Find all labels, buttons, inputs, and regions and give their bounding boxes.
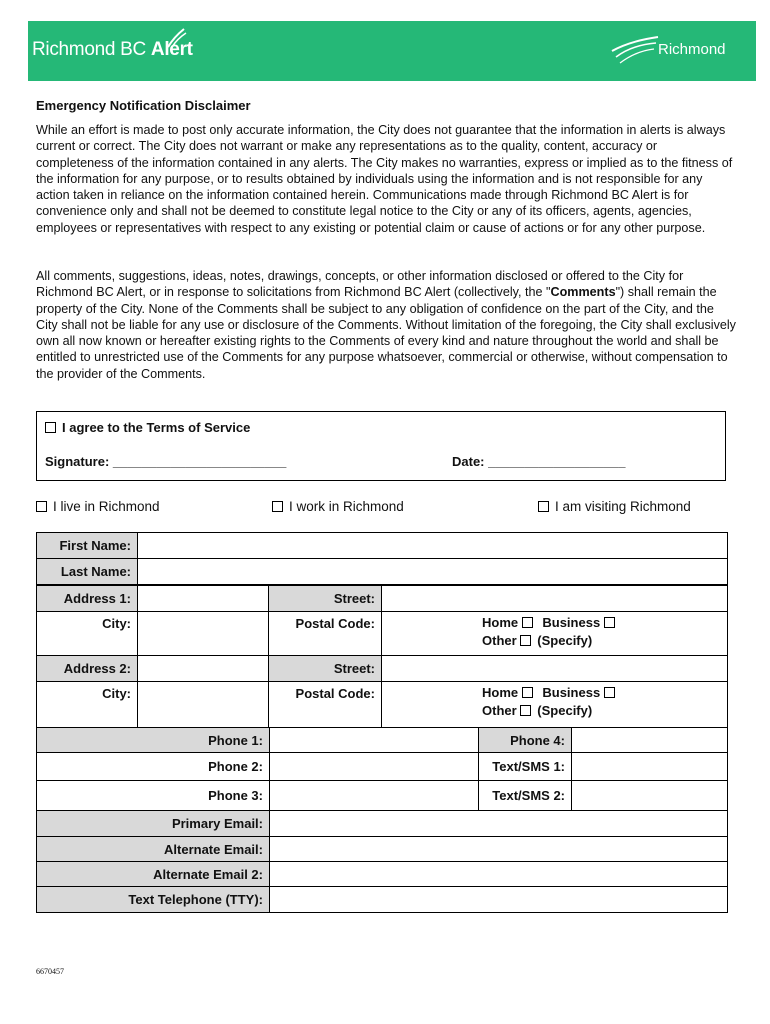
richmond-logo-text: Richmond [658, 41, 726, 58]
address2-input[interactable] [138, 656, 269, 682]
textsms1-input[interactable] [572, 753, 728, 781]
other1-label: Other [482, 633, 517, 648]
address1-input[interactable] [138, 586, 269, 612]
business1-label: Business [542, 615, 601, 630]
agree-terms-row [45, 420, 250, 435]
phone3-input[interactable] [270, 781, 479, 811]
street2-label: Street: [269, 656, 382, 682]
street1-input[interactable] [382, 586, 728, 612]
live-checkbox[interactable] [36, 501, 47, 512]
comments-paragraph [36, 268, 736, 382]
address1-label: Address 1: [37, 586, 138, 612]
comments-paragraph-part1: All comments, suggestions, ideas, notes, drawings, concepts, or other information disclosed or offered to the City for Richmond BC Alert, or in response to solicitations from Richmond BC Alert (collectively, the " [36, 269, 684, 300]
home2-label: Home [482, 685, 519, 700]
alternate-email-input[interactable] [270, 837, 728, 862]
alternate-email2-input[interactable] [270, 862, 728, 887]
phone1-label: Phone 1: [37, 728, 270, 753]
phone2-input[interactable] [270, 753, 479, 781]
document-title: Emergency Notification Disclaimer [36, 98, 251, 113]
tty-label: Text Telephone (TTY): [37, 887, 270, 913]
postal2-label: Postal Code: [269, 682, 382, 728]
header-banner [28, 21, 756, 81]
first-name-input[interactable] [138, 533, 728, 559]
address-table [36, 585, 728, 728]
address2-type [382, 682, 728, 728]
city1-label: City: [37, 612, 138, 656]
phone1-input[interactable] [270, 728, 479, 753]
business2-label: Business [542, 685, 601, 700]
home1-checkbox[interactable] [522, 617, 533, 628]
agree-terms-checkbox[interactable] [45, 422, 56, 433]
textsms2-input[interactable] [572, 781, 728, 811]
specify1-label: (Specify) [537, 633, 593, 648]
other2-label: Other [482, 703, 517, 718]
email-table [36, 810, 728, 913]
phone2-label: Phone 2: [37, 753, 270, 781]
work-label: I work in Richmond [289, 499, 404, 514]
tty-input[interactable] [270, 887, 728, 913]
last-name-label: Last Name: [37, 559, 138, 585]
option-visiting [538, 499, 691, 514]
address1-type [382, 612, 728, 656]
business2-checkbox[interactable] [604, 687, 615, 698]
street2-input[interactable] [382, 656, 728, 682]
specify2-label: (Specify) [537, 703, 593, 718]
option-work [272, 499, 404, 514]
phone3-label: Phone 3: [37, 781, 270, 811]
disclaimer-paragraph: While an effort is made to post only accurate information, the City does not guarantee that the information in alerts is always current or correct. The City does not warrant or make any representations as to the quality, content, accuracy or completeness of the information contained in any alerts. The City makes no warranties, express or implied as to the fitness of the information for any purpose, or to results obtained by individuals using the information and is not responsible for any action taken in reliance on the information contained herein. Communications made through Richmond BC Alert is for convenience only and shall not be deemed to constitute legal notice to the City or any of its officers, agents, agencies, employees or representatives with respect to any existing or potential claim or cause of actions or for any other purpose. [36, 123, 733, 235]
visiting-label: I am visiting Richmond [555, 499, 691, 514]
alternate-email2-label: Alternate Email 2: [37, 862, 270, 887]
street1-label: Street: [269, 586, 382, 612]
phone4-input[interactable] [572, 728, 728, 753]
home1-label: Home [482, 615, 519, 630]
richmond-logo-icon [610, 31, 660, 71]
postal1-label: Postal Code: [269, 612, 382, 656]
visiting-checkbox[interactable] [538, 501, 549, 512]
work-checkbox[interactable] [272, 501, 283, 512]
brand-left-bold-text: Alert [150, 39, 193, 60]
comments-paragraph-part2: ") shall remain the property of the City. None of the Comments shall be subject to any obligation of confidence on the part of the City, and the City shall not be liable for any use or disclosure of the Comments. Without limitation of the foregoing, the City shall exclusively own all now known or hereafter existing rights to the Comments of every kind and nature throughout the world and shall be entitled to unrestricted use of the Comments for any purpose whatsoever, commercial or otherwise, without compensation to the provider of the Comments. [36, 285, 736, 381]
name-table [36, 532, 728, 585]
signature-field[interactable]: Signature: ________________________ [45, 454, 287, 469]
terms-box [36, 411, 726, 481]
textsms2-label: Text/SMS 2: [479, 781, 572, 811]
brand-left-text: Richmond BC [32, 39, 146, 60]
alert-swoosh-icon [166, 27, 188, 49]
alternate-email-label: Alternate Email: [37, 837, 270, 862]
footer-code: 6670457 [36, 967, 64, 976]
business1-checkbox[interactable] [604, 617, 615, 628]
primary-email-input[interactable] [270, 811, 728, 837]
date-field[interactable]: Date: ___________________ [452, 454, 626, 469]
last-name-input[interactable] [138, 559, 728, 585]
textsms1-label: Text/SMS 1: [479, 753, 572, 781]
first-name-label: First Name: [37, 533, 138, 559]
phone4-label: Phone 4: [479, 728, 572, 753]
phone-table [36, 727, 728, 811]
comments-bold: Comments [550, 285, 616, 300]
live-label: I live in Richmond [53, 499, 160, 514]
other1-checkbox[interactable] [520, 635, 531, 646]
primary-email-label: Primary Email: [37, 811, 270, 837]
city2-label: City: [37, 682, 138, 728]
option-live [36, 499, 160, 514]
city2-input[interactable] [138, 682, 269, 728]
home2-checkbox[interactable] [522, 687, 533, 698]
city1-input[interactable] [138, 612, 269, 656]
other2-checkbox[interactable] [520, 705, 531, 716]
agree-terms-label: I agree to the Terms of Service [62, 420, 251, 435]
address2-label: Address 2: [37, 656, 138, 682]
